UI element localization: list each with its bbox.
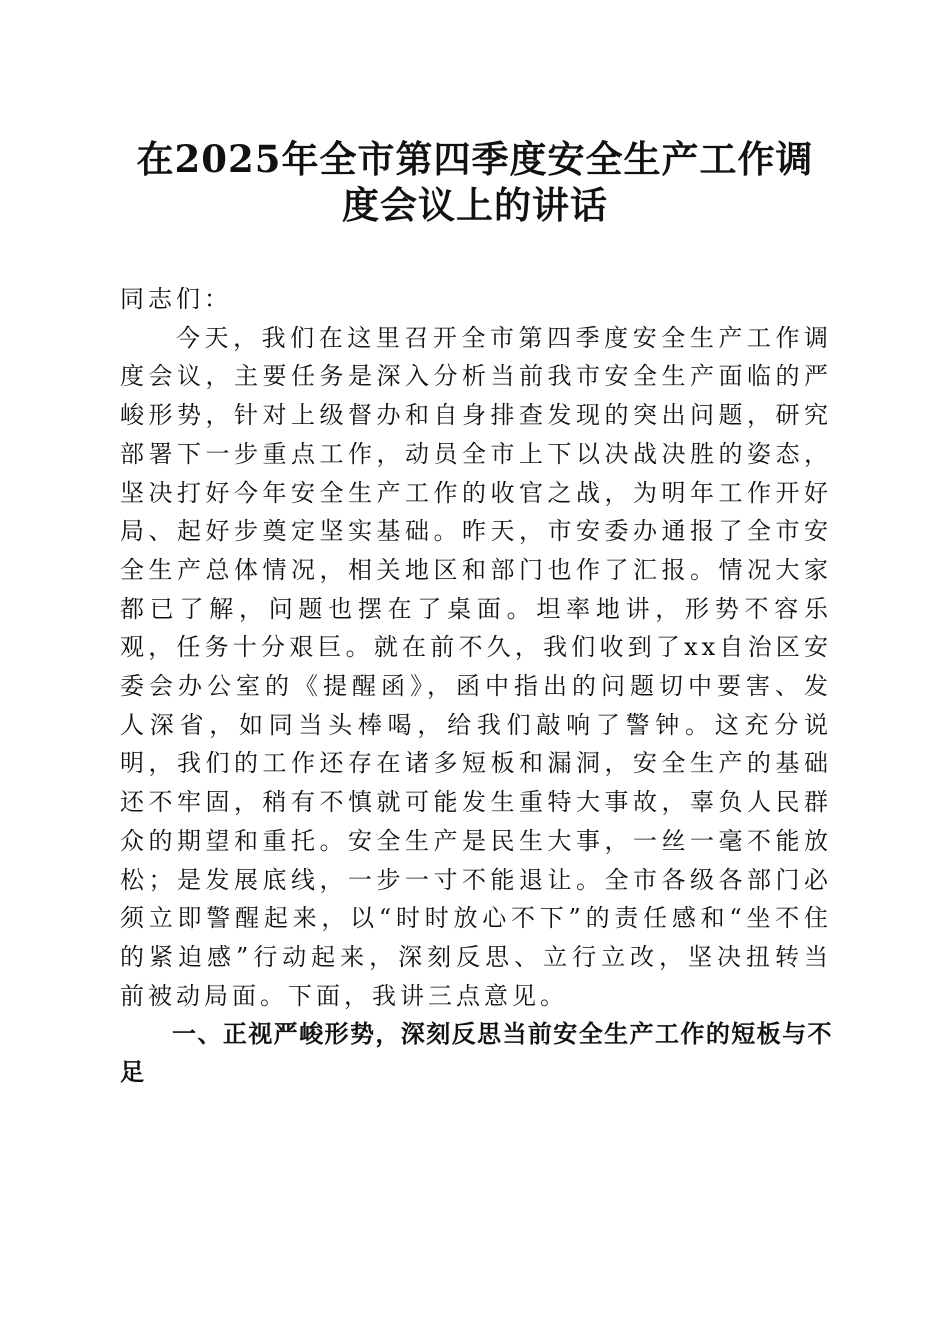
salutation: 同志们： [120,285,232,313]
body-paragraph: 今天，我们在这里召开全市第四季度安全生产工作调度会议，主要任务是深入分析当前我市安全生产面临的严峻形势，针对上级督办和自身排查发现的突出问题，研究部署下一步重点工作，动员全市上下以决战决胜的姿态，坚决打好今年安全生产工作的收官之战，为明年工作开好局、起好步奠定坚实基础。昨天，市安委办通报了全市安全生产总体情况，相关地区和部门也作了汇报。情况大家都已了解，问题也摆在了桌面。坦率地讲，形势不容乐观，任务十分艰巨。就在前不久，我们收到了xx自治区安委会办公室的《提醒函》，函中指出的问题切中要害、发人深省，如同当头棒喝，给我们敲响了警钟。这充分说明，我们的工作还存在诸多短板和漏洞，安全生产的基础还不牢固，稍有不慎就可能发生重特大事故，辜负人民群众的期望和重托。安全生产是民生大事，一丝一毫不能放松；是发展底线，一步一寸不能退让。全市各级各部门必须立即警醒起来，以“时时放心不下”的责任感和“坐不住的紧迫感”行动起来，深刻反思、立行立改，坚决扭转当前被动局面。下面，我讲三点意见。 [120,323,832,1010]
section-heading: 一、正视严峻形势，深刻反思当前安全生产工作的短板与不足 [120,1020,832,1087]
document-body [120,280,832,1091]
document-title: 在2025年全市第四季度安全生产工作调度会议上的讲话 [136,137,814,227]
